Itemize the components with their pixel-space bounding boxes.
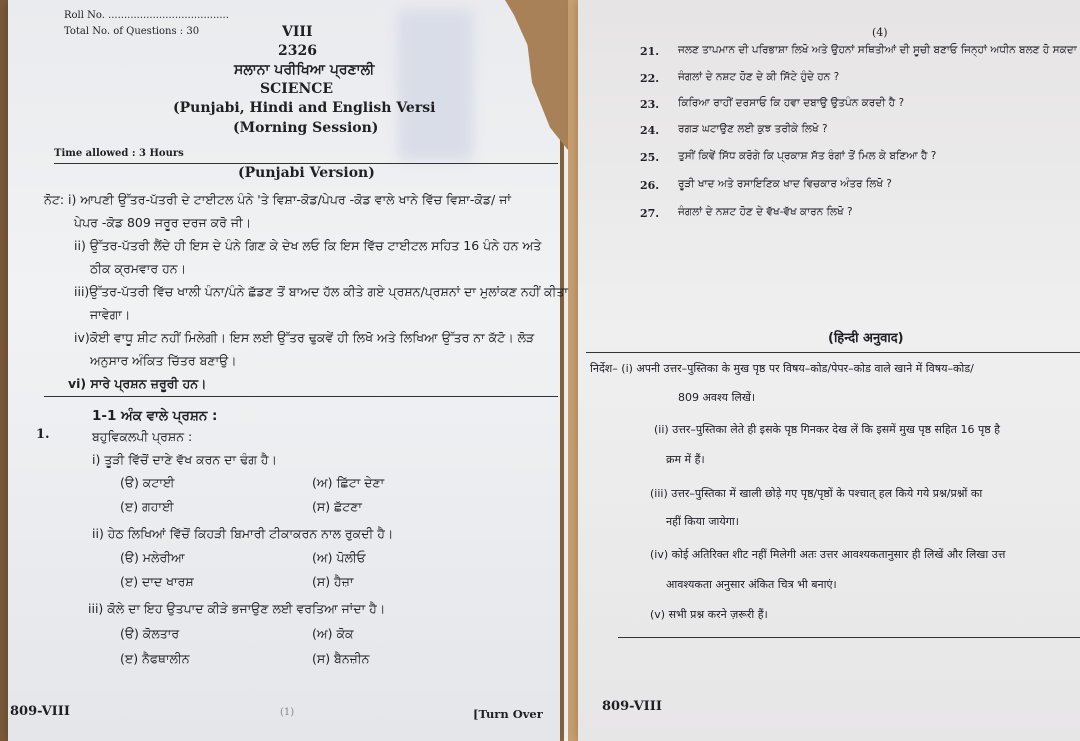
instructions-rule	[44, 396, 558, 397]
hindi-instruction: (v) सभी प्रश्न करने ज़रूरी हैं।	[650, 608, 768, 621]
paper-code: 2326	[278, 43, 317, 59]
question-number: 24.	[640, 124, 660, 137]
option: (ਸ) ਛੱਟਣਾ	[312, 499, 362, 514]
hindi-instruction: आवश्यकता अनुसार अंकित चित्र भी बनाएं।	[666, 578, 837, 591]
option: (ੲ) ਦਾਦ ਖਾਰਸ਼	[120, 574, 194, 589]
sub-question: iii) ਕੋਲੇ ਦਾ ਇਹ ਉਤਪਾਦ ਕੀੜੇ ਭਜਾਉਣ ਲਈ ਵਰਤਿਆ ਜਾਂਦਾ ਹੈ।	[88, 601, 386, 616]
hindi-instruction: (iv) कोई अतिरिक्त शीट नहीं मिलेगी अतः उत्तर आवश्यकतानुसार ही लिखें और लिखा उत्त	[650, 548, 1006, 561]
footer-code: 809-VIII	[602, 699, 662, 714]
session: (Morning Session)	[233, 120, 379, 136]
question-title: ਬਹੁਵਿਕਲਪੀ ਪ੍ਰਸ਼ਨ :	[92, 429, 193, 444]
question-text: ਕਿਰਿਆ ਰਾਹੀਂ ਦਰਸਾਓ ਕਿ ਹਵਾ ਦਬਾਉ ਉਤਪੰਨ ਕਰਦੀ ਹੈ ?	[678, 97, 905, 109]
question-number: 21.	[640, 45, 660, 58]
question-number: 26.	[640, 179, 660, 192]
footer-code: 809-VIII	[10, 704, 70, 719]
versions-line: (Punjabi, Hindi and English Versi	[173, 100, 436, 116]
header-rule	[54, 163, 558, 164]
option: (ਸ) ਬੈਨਜ਼ੀਨ	[312, 651, 370, 666]
instruction-line: ਅਨੁਸਾਰ ਅੰਕਿਤ ਚਿੱਤਰ ਬਣਾਉ।	[90, 353, 237, 368]
question-number: 23.	[640, 98, 660, 111]
question-number: 22.	[640, 72, 660, 85]
instruction-line: ਜਾਵੇਗਾ।	[90, 307, 131, 322]
option: (ਸ) ਹੈਜ਼ਾ	[312, 574, 354, 589]
hindi-instruction: (ii) उत्तर–पुस्तिका लेते ही इसके पृष्ठ गिनकर देख लें कि इसमें मुख पृष्ठ सहित 16 पृष्ठ है	[654, 423, 1001, 436]
time-allowed: Time allowed : 3 Hours	[54, 148, 184, 159]
section-heading: 1-1 ਅੰਕ ਵਾਲੇ ਪ੍ਰਸ਼ਨ :	[92, 408, 218, 424]
question-text: ਜੰਗਲਾਂ ਦੇ ਨਸ਼ਟ ਹੋਣ ਦੇ ਕੀ ਸਿੱਟੇ ਹੁੰਦੇ ਹਨ ?	[678, 71, 840, 83]
hindi-rule	[586, 352, 1080, 353]
instruction-line: iv)ਕੋਈ ਵਾਧੂ ਸ਼ੀਟ ਨਹੀਂ ਮਿਲੇਗੀ। ਇਸ ਲਈ ਉੱਤਰ ਢੁਕਵੇਂ ਹੀ ਲਿਖੋ ਅਤੇ ਲਿਖਿਆ ਉੱਤਰ ਨਾ ਕੱਟੋ। ਲੋੜ	[74, 330, 535, 345]
question-text: ਜਲਣ ਤਾਪਮਾਨ ਦੀ ਪਰਿਭਾਸ਼ਾ ਲਿਖੋ ਅਤੇ ਉਹਨਾਂ ਸਥਿਤੀਆਂ ਦੀ ਸੂਚੀ ਬਣਾਓ ਜਿਨ੍ਹਾਂ ਅਧੀਨ ਬਲਣ ਹੋ ਸਕਦਾ	[678, 44, 1077, 56]
instruction-line: ਨੋਟ: i) ਆਪਣੀ ਉੱਤਰ-ਪੱਤਰੀ ਦੇ ਟਾਈਟਲ ਪੰਨੇ 'ਤੇ ਵਿਸ਼ਾ-ਕੋਡ/ਪੇਪਰ -ਕੋਡ ਵਾਲੇ ਖਾਨੇ ਵਿੱਚ ਵਿਸ਼ਾ-ਕੋਡ/ ਜਾਂ	[44, 192, 511, 207]
hindi-instruction: (iii) उत्तर–पुस्तिका में खाली छोड़े गए पृष्ठ/पृष्ठों के पश्चात् हल किये गये प्रश्न/प्रश्नों का	[650, 487, 983, 500]
option: (ਅ) ਛਿੱਟਾ ਦੇਣਾ	[312, 475, 385, 490]
hindi-instruction: क्रम में हैं।	[666, 453, 705, 466]
total-questions: Total No. of Questions : 30	[64, 26, 200, 37]
question-text: ਤੁਸੀਂ ਕਿਵੇਂ ਸਿੱਧ ਕਰੋਗੇ ਕਿ ਪ੍ਰਕਾਸ਼ ਸੱਤ ਰੰਗਾਂ ਤੋਂ ਮਿਲ ਕੇ ਬਣਿਆ ਹੈ ?	[678, 150, 937, 162]
instruction-line: ii) ਉੱਤਰ-ਪੱਤਰੀ ਲੈਂਦੇ ਹੀ ਇਸ ਦੇ ਪੰਨੇ ਗਿਣ ਕੇ ਦੇਖ ਲਓ ਕਿ ਇਸ ਵਿੱਚ ਟਾਈਟਲ ਸਹਿਤ 16 ਪੰਨੇ ਹਨ ਅਤੇ	[74, 238, 542, 253]
exam-name: ਸਲਾਨਾ ਪਰੀਖਿਆ ਪ੍ਰਣਾਲੀ	[234, 62, 375, 78]
roll-no: Roll No. ......................................	[64, 10, 229, 21]
option: (ੳ) ਕੋਲਤਾਰ	[120, 626, 180, 641]
left-exam-page	[8, 0, 568, 741]
page-number: (1)	[280, 707, 295, 718]
instruction-line: vi) ਸਾਰੇ ਪ੍ਰਸ਼ਨ ਜ਼ਰੂਰੀ ਹਨ।	[68, 376, 207, 391]
question-text: ਰਗੜ ਘਟਾਉਣ ਲਈ ਕੁਝ ਤਰੀਕੇ ਲਿਖੋ ?	[678, 123, 828, 135]
question-text: ਜੰਗਲਾਂ ਦੇ ਨਸ਼ਟ ਹੋਣ ਦੇ ਵੱਖ-ਵੱਖ ਕਾਰਨ ਲਿਖੋ ?	[678, 206, 853, 218]
question-number: 27.	[640, 207, 660, 220]
torn-corner	[478, 0, 568, 150]
subject: SCIENCE	[260, 81, 334, 97]
option: (ੲ) ਗਹਾਈ	[120, 499, 174, 514]
instruction-line: ਠੀਕ ਕ੍ਰਮਵਾਰ ਹਨ।	[90, 261, 187, 276]
option: (ੲ) ਨੈਫਥਾਲੀਨ	[120, 651, 190, 666]
hindi-title: (हिन्दी अनुवाद)	[828, 331, 904, 346]
sub-question: ii) ਹੇਠ ਲਿਖਿਆਂ ਵਿੱਚੋਂ ਕਿਹੜੀ ਬਿਮਾਰੀ ਟੀਕਾਕਰਨ ਨਾਲ ਰੁਕਦੀ ਹੈ।	[92, 526, 394, 541]
right-exam-page	[578, 0, 1080, 741]
instruction-line: iii)ਉੱਤਰ-ਪੱਤਰੀ ਵਿੱਚ ਖਾਲੀ ਪੰਨਾ/ਪੰਨੇ ਛੱਡਣ ਤੋਂ ਬਾਅਦ ਹੱਲ ਕੀਤੇ ਗਏ ਪ੍ਰਸ਼ਨ/ਪ੍ਰਸ਼ਨਾਂ ਦਾ ਮੁਲਾਂਕਣ ਨਹੀਂ ਕੀਤਾ	[74, 284, 568, 299]
blurred-region	[398, 10, 473, 160]
version-title: (Punjabi Version)	[238, 165, 375, 181]
turn-over: [Turn Over	[473, 707, 543, 721]
question-text: ਰੂੜੀ ਖਾਦ ਅਤੇ ਰਸਾਇਣਿਕ ਖਾਦ ਵਿਚਕਾਰ ਅੰਤਰ ਲਿਖੋ ?	[678, 178, 892, 190]
class-label: VIII	[282, 24, 313, 40]
sub-question: i) ਤੂੜੀ ਵਿੱਚੋਂ ਦਾਣੇ ਵੱਖ ਕਰਨ ਦਾ ਢੰਗ ਹੈ।	[92, 452, 277, 467]
hindi-instruction: निर्देश– (i) अपनी उत्तर–पुस्तिका के मुख पृष्ठ पर विषय–कोड/पेपर–कोड वाले खाने में विषय–कोड/	[590, 362, 974, 375]
hindi-instruction: नहीं किया जायेगा।	[666, 515, 739, 528]
option: (ੳ) ਮਲੇਰੀਆ	[120, 550, 185, 565]
hindi-bottom-rule	[618, 637, 1080, 638]
hindi-instruction: 809 अवश्य लिखें।	[678, 391, 756, 404]
option: (ਅ) ਪੋਲੀਓ	[312, 550, 366, 565]
question-number: 1.	[36, 427, 50, 442]
option: (ਅ) ਕੋਕ	[312, 626, 354, 641]
question-number: 25.	[640, 151, 660, 164]
page-number: (4)	[872, 26, 888, 39]
instruction-line: ਪੇਪਰ -ਕੋਡ 809 ਜਰੂਰ ਦਰਜ ਕਰੋ ਜੀ।	[74, 215, 252, 230]
option: (ੳ) ਕਟਾਈ	[120, 475, 175, 490]
